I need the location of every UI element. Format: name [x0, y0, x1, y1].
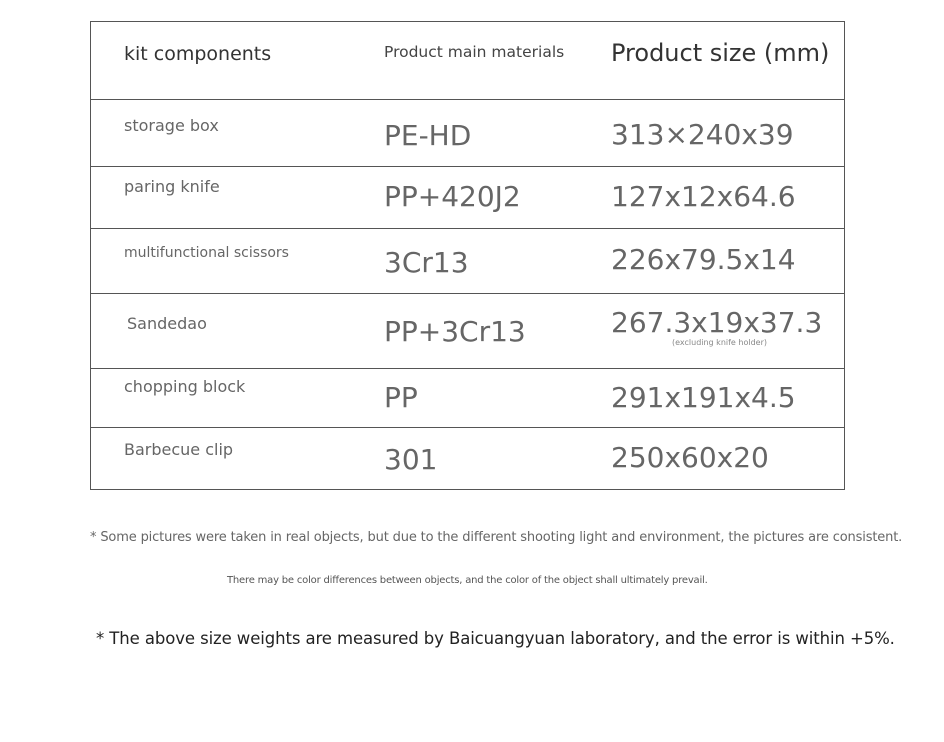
header-materials: Product main materials — [384, 43, 565, 61]
size-value: 291x191x4.5 — [611, 381, 796, 414]
table-header-row — [91, 22, 844, 100]
size-value: 267.3x19x37.3 — [611, 306, 823, 339]
component-name: storage box — [124, 116, 219, 135]
component-name: chopping block — [124, 377, 246, 396]
material-value: 301 — [384, 443, 438, 476]
material-value: PP — [384, 381, 418, 414]
header-components: kit components — [124, 43, 272, 65]
size-footnote: (excluding knife holder) — [672, 338, 767, 347]
table-row — [91, 428, 844, 491]
material-value: PP+3Cr13 — [384, 315, 526, 348]
size-value: 127x12x64.6 — [611, 180, 796, 213]
component-name: multifunctional scissors — [124, 245, 289, 261]
disclaimer-size-note: * The above size weights are measured by Baicuangyuan laboratory, and the error is within +5%. — [96, 629, 895, 648]
component-name: paring knife — [124, 177, 220, 196]
material-value: PE-HD — [384, 119, 472, 152]
table-row — [91, 294, 844, 369]
table-row — [91, 369, 844, 428]
table-row — [91, 100, 844, 167]
table-row — [91, 167, 844, 229]
size-value: 313×240x39 — [611, 118, 794, 151]
size-value: 226x79.5x14 — [611, 243, 796, 276]
spec-table — [90, 21, 845, 490]
component-name: Sandedao — [127, 314, 207, 333]
header-size: Product size (mm) — [611, 39, 830, 67]
size-value: 250x60x20 — [611, 441, 769, 474]
disclaimer-photo-note: * Some pictures were taken in real objects, but due to the different shooting light and environment, the pictures are consistent. — [90, 530, 903, 545]
disclaimer-color-note: There may be color differences between objects, and the color of the object shall ultimately prevail. — [227, 575, 708, 586]
component-name: Barbecue clip — [124, 440, 234, 459]
table-row — [91, 229, 844, 294]
material-value: 3Cr13 — [384, 246, 469, 279]
material-value: PP+420J2 — [384, 180, 521, 213]
